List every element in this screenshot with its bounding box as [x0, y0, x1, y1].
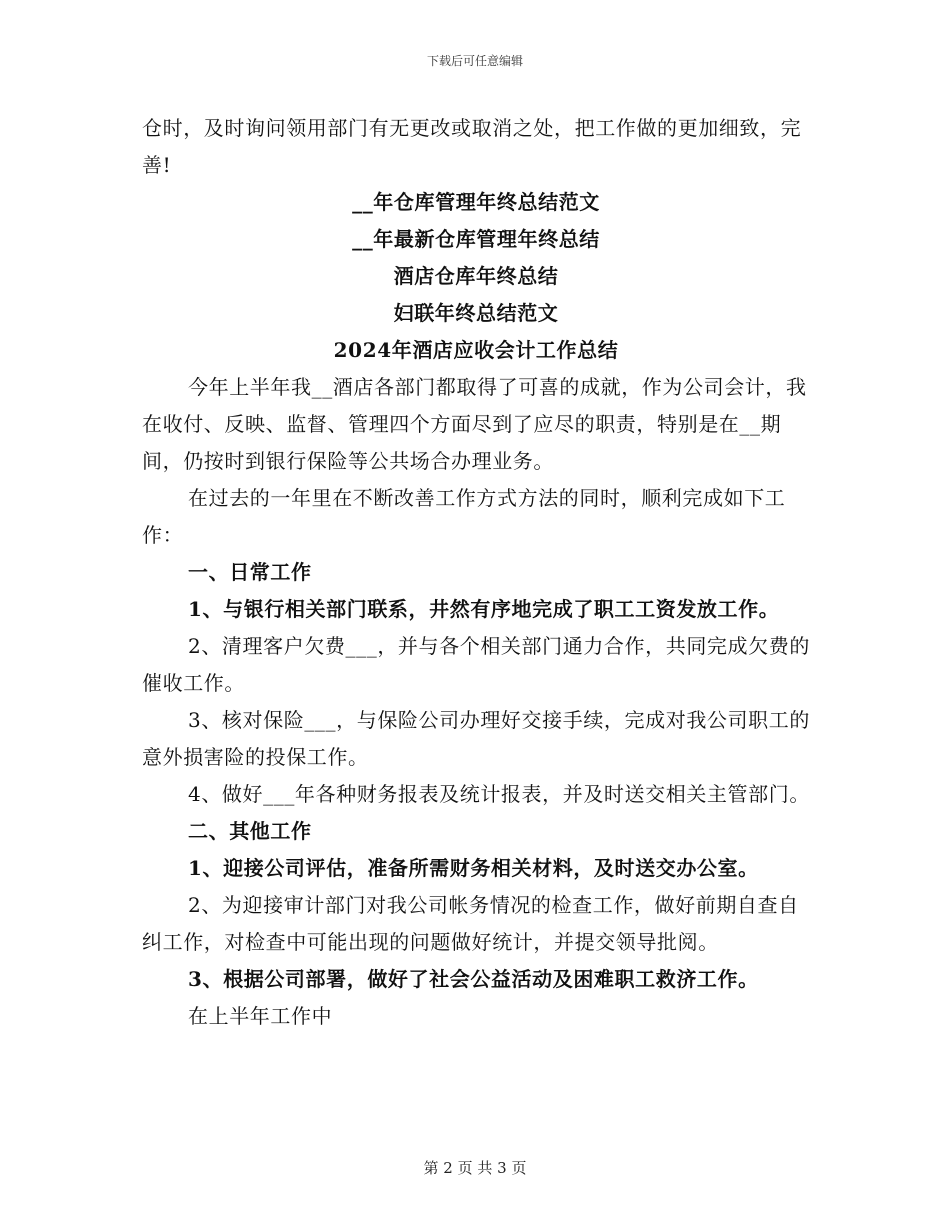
list-item: 1、与银行相关部门联系，井然有序地完成了职工工资发放工作。 — [188, 597, 780, 621]
document-title: 2024年酒店应收会计工作总结 — [333, 338, 619, 362]
list-item: 2、为迎接审计部门对我公司帐务情况的检查工作，做好前期自查自纠工作，对检查中可能出现的问题做好统计，并提交领导批阅。 — [142, 893, 799, 954]
list-item: 3、核对保险___，与保险公司办理好交接手续，完成对我公司职工的意外损害险的投保工作。 — [142, 708, 810, 769]
paragraph-intro: 今年上半年我__酒店各部门都取得了可喜的成就，作为公司会计，我在收付、反映、监督、管理四个方面尽到了应尽的职责，特别是在__期间，仍按时到银行保险等公共场合办理业务。 — [142, 375, 807, 473]
list-item: 3、根据公司部署，做好了社会公益活动及困难职工救济工作。 — [188, 967, 759, 991]
header-note: 下载后可任意编辑 — [426, 54, 523, 68]
related-title-1: __年仓库管理年终总结范文 — [352, 190, 600, 214]
section-heading-other: 二、其他工作 — [188, 819, 312, 843]
paragraph-overview: 在过去的一年里在不断改善工作方式方法的同时，顺利完成如下工作： — [142, 486, 786, 547]
related-title-3: 酒店仓库年终总结 — [393, 264, 559, 288]
related-title-4: 妇联年终总结范文 — [393, 301, 559, 325]
list-item: 1、迎接公司评估，准备所需财务相关材料，及时送交办公室。 — [188, 856, 759, 880]
paragraph-continuation: 仓时，及时询问领用部门有无更改或取消之处，把工作做的更加细致，完善! — [142, 116, 802, 177]
document-body — [142, 110, 810, 1035]
page-number-footer: 第 2 页 共 3 页 — [423, 1159, 527, 1177]
list-item: 2、清理客户欠费___，并与各个相关部门通力合作，共同完成欠费的催收工作。 — [142, 634, 810, 695]
related-title-2: __年最新仓库管理年终总结 — [352, 227, 600, 251]
section-heading-daily: 一、日常工作 — [188, 560, 312, 584]
list-item: 4、做好___年各种财务报表及统计报表，并及时送交相关主管部门。 — [188, 782, 810, 806]
paragraph-closing: 在上半年工作中 — [188, 1004, 333, 1028]
